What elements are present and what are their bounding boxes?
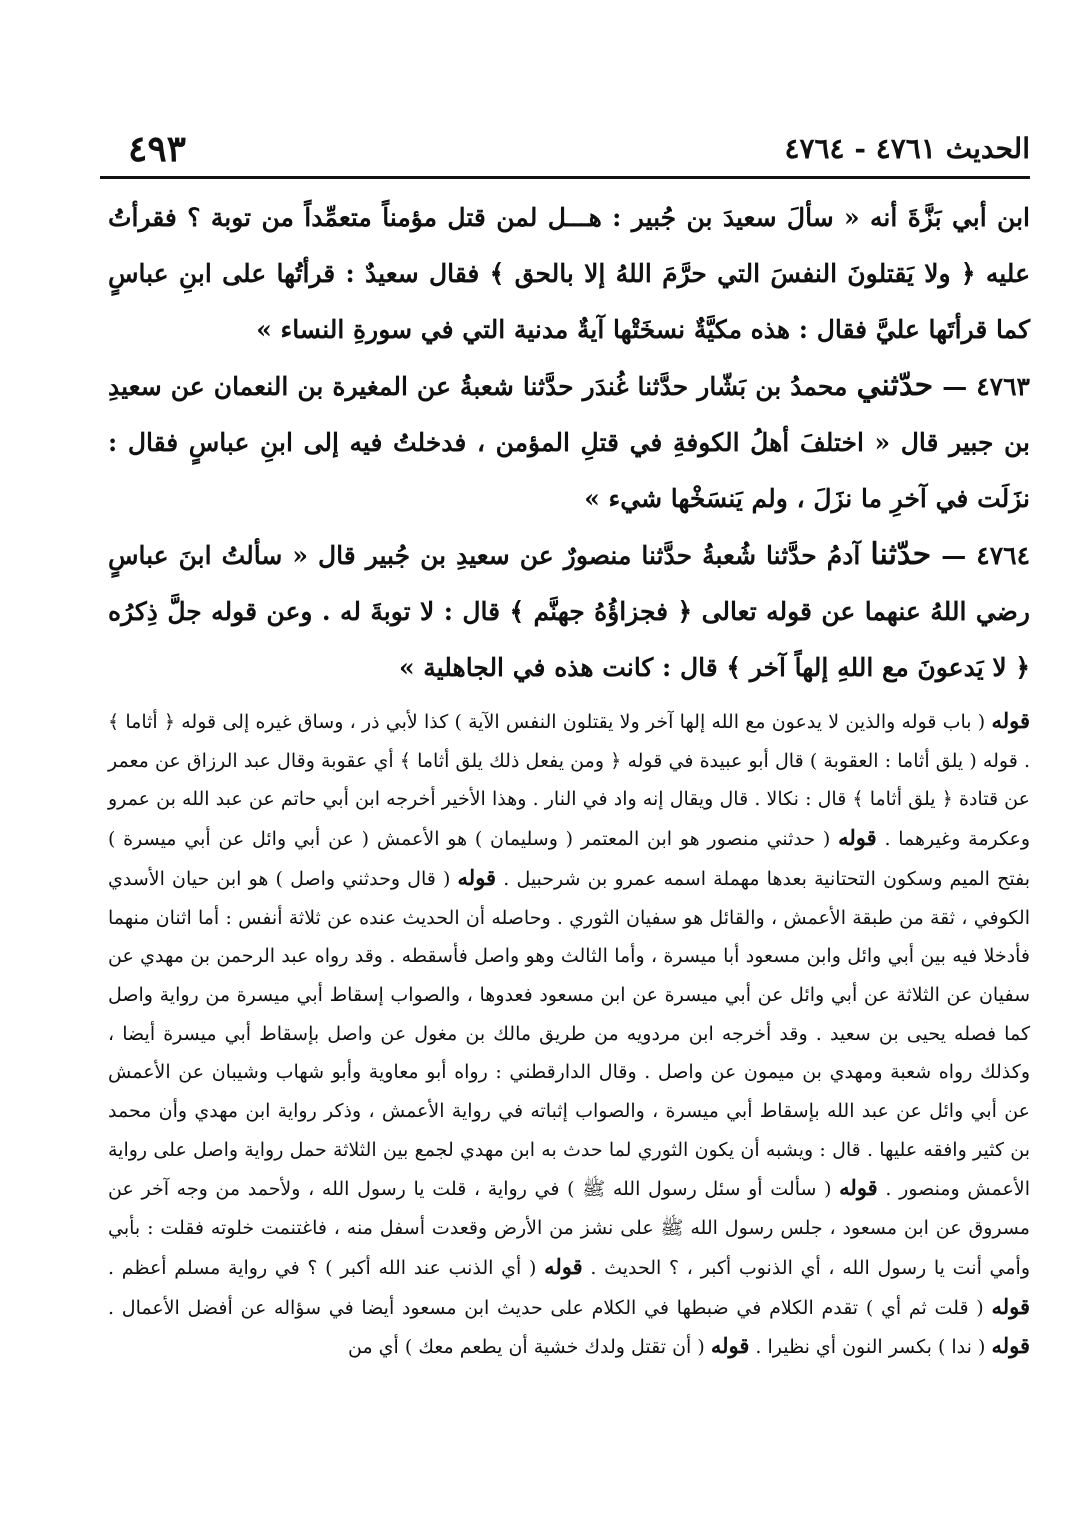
qawluhu-marker: قوله	[544, 1253, 583, 1279]
hadith-4763	[108, 358, 1030, 527]
hadith-number: ٤٧٦٤ —	[941, 541, 1030, 570]
commentary-text: ( قلت ثم أي ) تقدم الكلام في ضبطها في الكلام على حديث ابن مسعود أيضا في سؤاله عن أفضل الأعمال .	[108, 1296, 984, 1319]
commentary-text: ( ندا ) بكسر النون أي نظيرا .	[755, 1336, 986, 1359]
commentary-text: ( سألت أو سئل رسول الله ﷺ ) في رواية ، قلت يا رسول الله ، ولأحمد من وجه آخر عن مسروق عن ابن مسعود ، جلس رسول الله ﷺ على نشز من الأرض وقعدت أسفل منه ، فاغتنمت خلوته فقلت : بأبي وأمي أنت يا رسول الله ، أي الذنوب أكبر ، ؟ الحديث .	[108, 1178, 1031, 1279]
hadith-4764	[108, 527, 1030, 696]
qawluhu-marker: قوله	[457, 864, 497, 890]
qawluhu-marker: قوله	[710, 1333, 750, 1359]
commentary-text: ( أي الذنب عند الله أكبر ) ؟ في رواية مسلم أعظم .	[108, 1256, 537, 1279]
hadith-text: آدمُ حدَّثنا شُعبةُ حدَّثنا منصورٌ عن سعيدِ بن جُبير قال « سألتُ ابنَ عباسٍ رضي اللهُ عنهما عن قوله تعالى ﴿ فجزاؤُهُ جهنَّم ﴾ قال : لا توبةَ له . وعن قوله جلَّ ذِكرُه ﴿ لا يَدعونَ مع اللهِ إلهاً آخر ﴾ قال : كانت هذه في الجاهلية »	[108, 541, 1030, 682]
commentary-text: ( حدثني منصور هو ابن المعتمر ( وسليمان ) هو الأعمش ( عن أبي وائل عن أبي ميسرة ) بفتح الميم وسكون التحتانية بعدها مهملة اسمه عمرو بن شرحبيل .	[108, 828, 1030, 890]
hadith-opener: حدّثنا	[870, 537, 932, 572]
qawluhu-marker: قوله	[838, 825, 877, 851]
qawluhu-marker: قوله	[991, 1333, 1030, 1359]
hadith-range-title: الحديث ٤٧٦١ - ٤٧٦٤	[784, 132, 1030, 165]
hadith-opener: حدّثني	[856, 368, 934, 403]
commentary-paragraph	[108, 702, 1030, 1367]
body-text	[108, 190, 1030, 1367]
hadith-number: ٤٧٦٣ —	[942, 372, 1030, 401]
hadith-4762-continuation	[108, 190, 1030, 358]
qawluhu-marker: قوله	[839, 1175, 878, 1201]
hadith-text: ابن أبي بَزَّةَ أنه « سألَ سعيدَ بن جُبير : هـــل لمن قتل مؤمناً متعمِّداً من توبة ؟ فقرأتُ عليه ﴿ ولا يَقتلونَ النفسَ التي حرَّمَ اللهُ إلا بالحق ﴾ فقال سعيدٌ : قرأتُها على ابنِ عباسٍ كما قرأتَها عليَّ فقال : هذه مكيَّةٌ نسخَتْها آيةٌ مدنية التي في سورةِ النساء »	[108, 203, 1030, 344]
commentary-text: ( أن تقتل ولدك خشية أن يطعم معك ) أي من	[348, 1336, 705, 1359]
hadith-block	[108, 190, 1030, 696]
page-number: ٤٩٣	[128, 128, 187, 170]
page-header	[100, 128, 1030, 179]
commentary-text: ( قال وحدثني واصل ) هو ابن حيان الأسدي الكوفي ، ثقة من طبقة الأعمش ، والقائل هو سفيان الثوري . وحاصله أن الحديث عنده عن ثلاثة أنفس : أما اثنان منهما فأدخلا فيه بين أبي وائل وابن مسعود أبا ميسرة ، وأما الثالث وهو واصل فأسقطه . وقد رواه عبد الرحمن بن مهدي عن سفيان عن الثلاثة عن أبي وائل عن أبي ميسرة عن ابن مسعود فعدوها ، والصواب إسقاط أبي ميسرة من رواية واصل كما فصله يحيى بن سعيد . وقد أخرجه ابن مردويه من طريق مالك بن مغول عن واصل بإسقاط أبي ميسرة أيضا ، وكذلك رواه شعبة ومهدي بن ميمون عن واصل . وقال الدارقطني : رواه أبو معاوية وأبو شهاب وشيبان عن الأعمش عن أبي وائل عن عبد الله بإسقاط أبي ميسرة ، والصواب إثباته في رواية الأعمش ، وذكر رواية ابن مهدي وأن محمد بن كثير وافقه عليها . قال : ويشبه أن يكون الثوري لما حدث به ابن مهدي لجمع بين الثلاثة حمل رواية واصل على رواية الأعمش ومنصور .	[108, 867, 1030, 1201]
commentary-text: ( باب قوله والذين لا يدعون مع الله إلها آخر ولا يقتلون النفس الآية ) كذا لأبي ذر ، وساق غيره إلى قوله ﴿ أثاما ﴾ . قوله ( يلق أثاما : العقوبة ) قال أبو عبيدة في قوله ﴿ ومن يفعل ذلك يلق أثاما ﴾ أي عقوبة وقال عبد الرزاق عن معمر عن قتادة ﴿ يلق أثاما ﴾ قال : نكالا . قال ويقال إنه واد في النار . وهذا الأخير أخرجه ابن أبي حاتم عن عبد الله بن عمرو وعكرمة وغيرهما .	[108, 711, 1031, 851]
qawluhu-marker: قوله	[991, 708, 1030, 733]
hadith-text: محمدُ بن بَشّار حدَّثنا غُندَر حدَّثنا شعبةُ عن المغيرة بن النعمان عن سعيدِ بن جبير قال « اختلفَ أهلُ الكوفةِ في قتلِ المؤمن ، فدخلتُ فيه إلى ابنِ عباسٍ فقال : نزَلَت في آخرِ ما نزَلَ ، ولم يَنسَخْها شيء »	[108, 372, 1030, 513]
qawluhu-marker: قوله	[991, 1293, 1030, 1319]
commentary-block	[108, 702, 1030, 1367]
